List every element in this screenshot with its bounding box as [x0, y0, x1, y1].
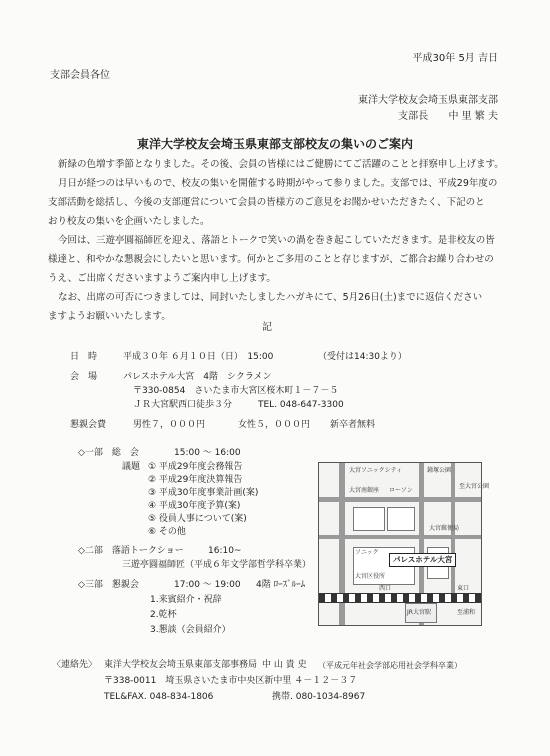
access-map [318, 462, 490, 626]
paragraph-2-line-2: 支部活動を総括し、今後の支部運営について会員の皆様方のご意見をお聞かせいただきたく、下記のと [48, 197, 485, 208]
paragraph-1: 新緑の色増す季節となりました。その後、会員の皆様にはご健勝にてご活躍のことと拝察申し上げます。 [58, 159, 504, 170]
part2-time: 16:10~ [208, 546, 242, 556]
contact-telfax: TEL&FAX. 048-834-1806 [104, 692, 214, 702]
fee-new-grad: 新卒者無料 [330, 420, 376, 430]
fee-label: 懇親会費 [70, 420, 107, 430]
venue-name: パレスホテル大宮 4階 シクラメン [123, 372, 272, 382]
map-label: 東口 [457, 585, 470, 592]
paragraph-3-line-3: うえ、ご出席くださいますようご案内申し上げます。 [48, 273, 276, 284]
map-label: 至大宮公園 [459, 483, 490, 490]
agenda-list [148, 461, 258, 539]
map-label: 至浦和 [457, 609, 476, 616]
date-note: （受付は14:30より） [318, 352, 407, 362]
map-label: 大宮区役所 [355, 573, 386, 580]
venue-access: ＪＲ大宮駅西口徒歩３分 [133, 400, 233, 410]
paragraph-4-line-2: ますようお願いいたします。 [48, 311, 171, 322]
paragraph-3-line-2: 様達と、和やかな懇親会にしたいと思います。何かとご多用のことと存じますが、ご都合お繰り合わせの [48, 254, 494, 265]
agenda-item: ⑥ その他 [148, 527, 186, 537]
part3-room: 4階 ﾛｰｽﾞﾙｰﾑ [256, 580, 306, 590]
signer-name: 中 里 繁 夫 [448, 111, 498, 122]
date-value: 平成３０年 ６月１０日（日） 15:00 [123, 352, 274, 362]
part3-items [150, 593, 231, 638]
signer-title: 支部長 [398, 111, 429, 122]
date-label: 日 時 [70, 352, 98, 362]
railway-line [319, 593, 481, 603]
hotel-marker: パレスホテル大宮 [389, 553, 456, 567]
part3-label: ◇三部 懇親会 [78, 580, 139, 590]
contact-label: 〈連絡先〉 [52, 660, 98, 670]
part1-label: ◇一部 総 会 [78, 448, 139, 458]
map-label: ローソン [389, 487, 413, 494]
part1-time: 15:00 ～ 16:00 [174, 448, 241, 458]
map-label: 大宮南銀座 [349, 487, 380, 494]
contact-mobile: 携帯. 080-1034-8967 [272, 692, 366, 702]
map-label: 鐘塚公園 [427, 467, 452, 474]
map-label: 大宮郵便局 [429, 525, 460, 532]
map-label: JR大宮駅 [407, 609, 431, 616]
agenda-item: ② 平成29年度決算報告 [148, 475, 243, 485]
map-label: 大宮ソニックシティ [349, 467, 403, 474]
part3-item: 3.懇談（会員紹介） [150, 625, 231, 635]
part2-label: ◇二部 落語トークショー [78, 546, 184, 556]
fee-male: 男性７，０００円 [133, 420, 206, 430]
agenda-item: ④ 平成30年度予算(案) [148, 501, 241, 511]
part3-item: 2.乾杯 [150, 610, 177, 620]
recipients: 支部会員各位 [50, 70, 110, 81]
contact-postal: 〒338-0011 埼玉県さいたま市中央区新中里 ４－１２－３７ [104, 676, 358, 686]
sender-signature [398, 110, 498, 123]
venue-label: 会 場 [70, 372, 98, 382]
paragraph-3-line-1: 今回は、三遊亭圓福師匠を迎え、落語とトークで笑いの渦を巻き起こしていただきます。是非校友の皆 [58, 235, 495, 246]
contact-office: 東洋大学校友会埼玉県東部支部事務局 [104, 660, 258, 670]
part3-item: 1.来賓紹介・祝辞 [150, 595, 222, 605]
agenda-item: ⑤ 役員人事について(案) [148, 514, 247, 524]
map-label: 西口 [379, 585, 392, 592]
issue-date: 平成30年 5月 吉日 [412, 53, 498, 64]
ki-marker: 記 [262, 322, 272, 333]
body-text [48, 155, 504, 326]
venue-address: 〒330-0854 さいたま市大宮区桜木町１－７－５ [133, 386, 339, 396]
part3-time: 17:00 ～ 19:00 [174, 580, 241, 590]
paragraph-2-line-1: 月日が経つのは早いもので、校友の集いを開催する時期がやって参りました。支部では、平成29年度の [58, 178, 498, 189]
page-title: 東洋大学校友会埼玉県東部支部校友の集いのご案内 [136, 137, 413, 151]
contact-person-note: （平成元年社会学部応用社会学科卒業） [318, 661, 462, 670]
agenda-label: 議題 [122, 462, 141, 472]
sender-org: 東洋大学校友会埼玉県東部支部 [358, 95, 498, 106]
fee-female: 女性５，０００円 [238, 420, 311, 430]
agenda-item: ① 平成29年度会務報告 [148, 462, 243, 472]
paragraph-2-line-3: おり校友の集いを企画いたしました。 [48, 216, 210, 227]
paragraph-4-line-1: なお、出席の可否につきましては、同封いたしましたハガキにて、5月26日(土)までに返信ください [58, 292, 483, 303]
contact-person: 中 山 貴 史 [262, 660, 307, 670]
venue-tel: TEL. 048-647-3300 [258, 400, 344, 410]
agenda-item: ③ 平成30年度事業計画(案) [148, 488, 259, 498]
part2-performer: 三遊亭圓福師匠（平成６年文学部哲学科卒業） [122, 560, 312, 570]
map-label: ソニック [355, 549, 379, 556]
